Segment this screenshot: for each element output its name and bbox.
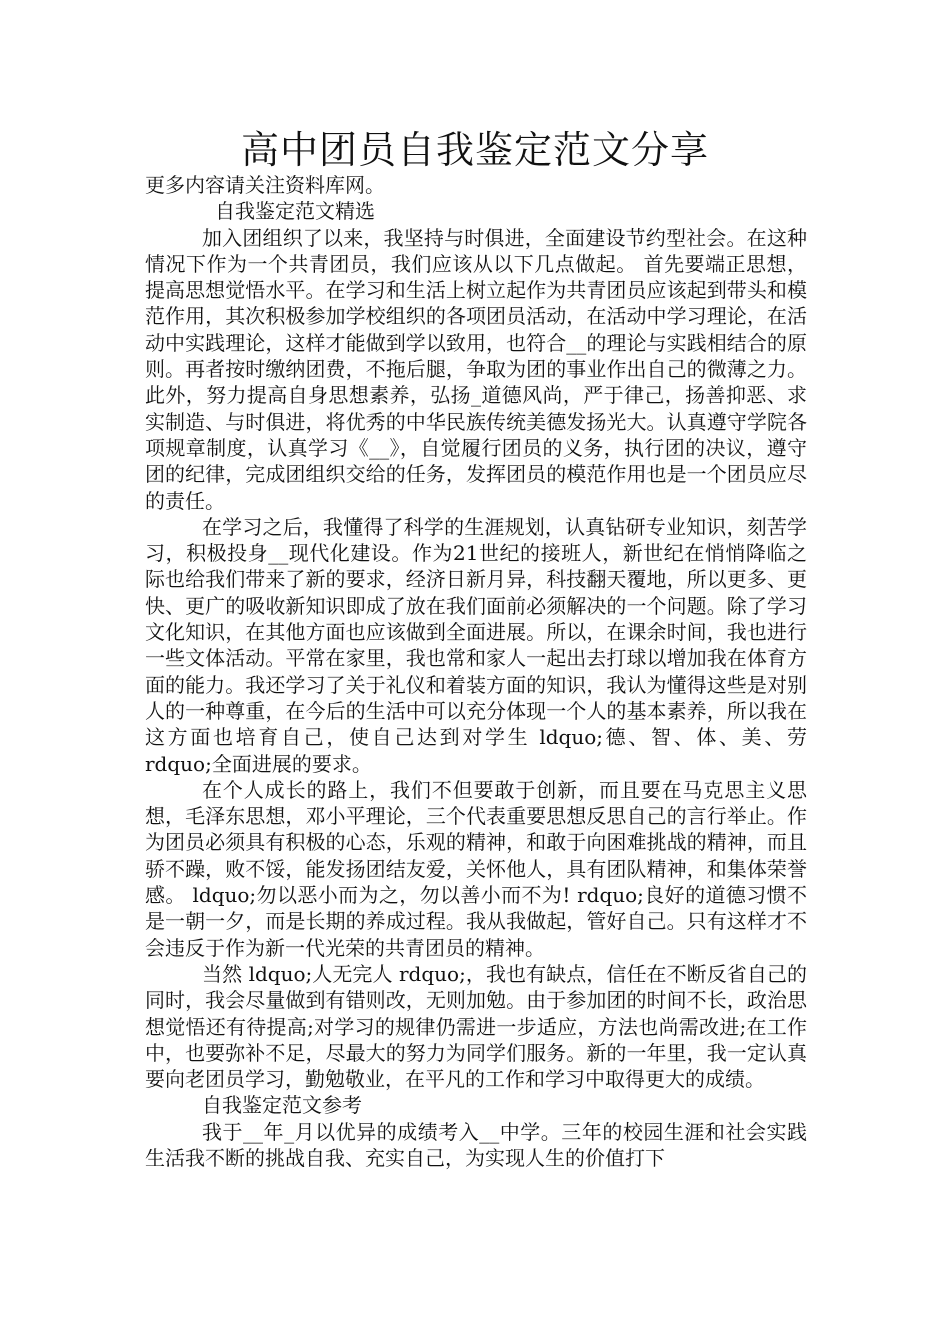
section-heading-selected: 自我鉴定范文精选 <box>215 199 375 224</box>
paragraph-1: 加入团组织了以来，我坚持与时俱进，全面建设节约型社会。在这种情况下作为一个共青团员，我们应该从以下几点做起。 首先要端正思想，提高思想觉悟水平。在学习和生活上树立起作为共青团员应该起到带头和模范作用，其次积极参加学校组织的各项团员活动，在活动中学习理论，在活动中实践理论，这样才能做到学以致用，也符合__的理论与实践相结合的原则。再者按时缴纳团费，不拖后腿，争取为团的事业作出自己的微薄之力。此外，努力提高自身思想素养，弘扬_道德风尚，严于律己，扬善抑恶、求实制造、与时俱进，将优秀的中华民族传统美德发扬光大。认真遵守学院各项规章制度，认真学习《__》，自觉履行团员的义务，执行团的决议，遵守团的纪律，完成团组织交给的任务，发挥团员的模范作用也是一个团员应尽的责任。 <box>145 225 807 513</box>
intro-line: 更多内容请关注资料库网。 <box>145 173 385 197</box>
paragraph-3: 在个人成长的路上，我们不但要敢于创新，而且要在马克思主义思想，毛泽东思想，邓小平理论，三个代表重要思想反思自己的言行举止。作为团员必须具有积极的心态，乐观的精神，和敢于向困难挑战的精神，而且骄不躁，败不馁，能发扬团结友爱，关怀他人，具有团队精神，和集体荣誉感。 ldquo;勿以恶小而为之，勿以善小而不为! rdquo;良好的道德习惯不是一朝一夕，而是长期的养成过程。我从我做起，管好自己。只有这样才不会违反于作为新一代光荣的共青团员的精神。 <box>145 777 807 960</box>
section-heading-reference: 自我鉴定范文参考 <box>202 1093 362 1118</box>
paragraph-4: 当然 ldquo;人无完人 rdquo;，我也有缺点，信任在不断反省自己的同时，我会尽量做到有错则改，无则加勉。由于参加团的时间不长，政治思想觉悟还有待提高;对学习的规律仍需进一步适应，方法也尚需改进;在工作中，也要弥补不足，尽最大的努力为同学们服务。新的一年里，我一定认真要向老团员学习，勤勉敬业，在平凡的工作和学习中取得更大的成绩。 <box>145 961 807 1092</box>
document-body <box>145 172 807 1171</box>
document-title: 高中团员自我鉴定范文分享 <box>240 128 709 172</box>
paragraph-2: 在学习之后，我懂得了科学的生涯规划，认真钻研专业知识，刻苦学习，积极投身__现代化建设。作为21世纪的接班人，新世纪在悄悄降临之际也给我们带来了新的要求，经济日新月异，科技翻天覆地，所以更多、更快、更广的吸收新知识即成了放在我们面前必须解决的一个问题。除了学习文化知识，在其他方面也应该做到全面进展。所以，在课余时间，我也进行一些文体活动。平常在家里，我也常和家人一起出去打球以增加我在体育方面的能力。我还学习了关于礼仪和着装方面的知识，我认为懂得这些是对别人的一种尊重，在今后的生活中可以充分体现一个人的基本素养，所以我在这方面也培育自己，使自己达到对学生 ldquo;德、智、体、美、劳 rdquo;全面进展的要求。 <box>145 514 807 776</box>
paragraph-5: 我于__年_月以优异的成绩考入__中学。三年的校园生涯和社会实践生活我不断的挑战自我、充实自己，为实现人生的价值打下 <box>145 1119 807 1170</box>
